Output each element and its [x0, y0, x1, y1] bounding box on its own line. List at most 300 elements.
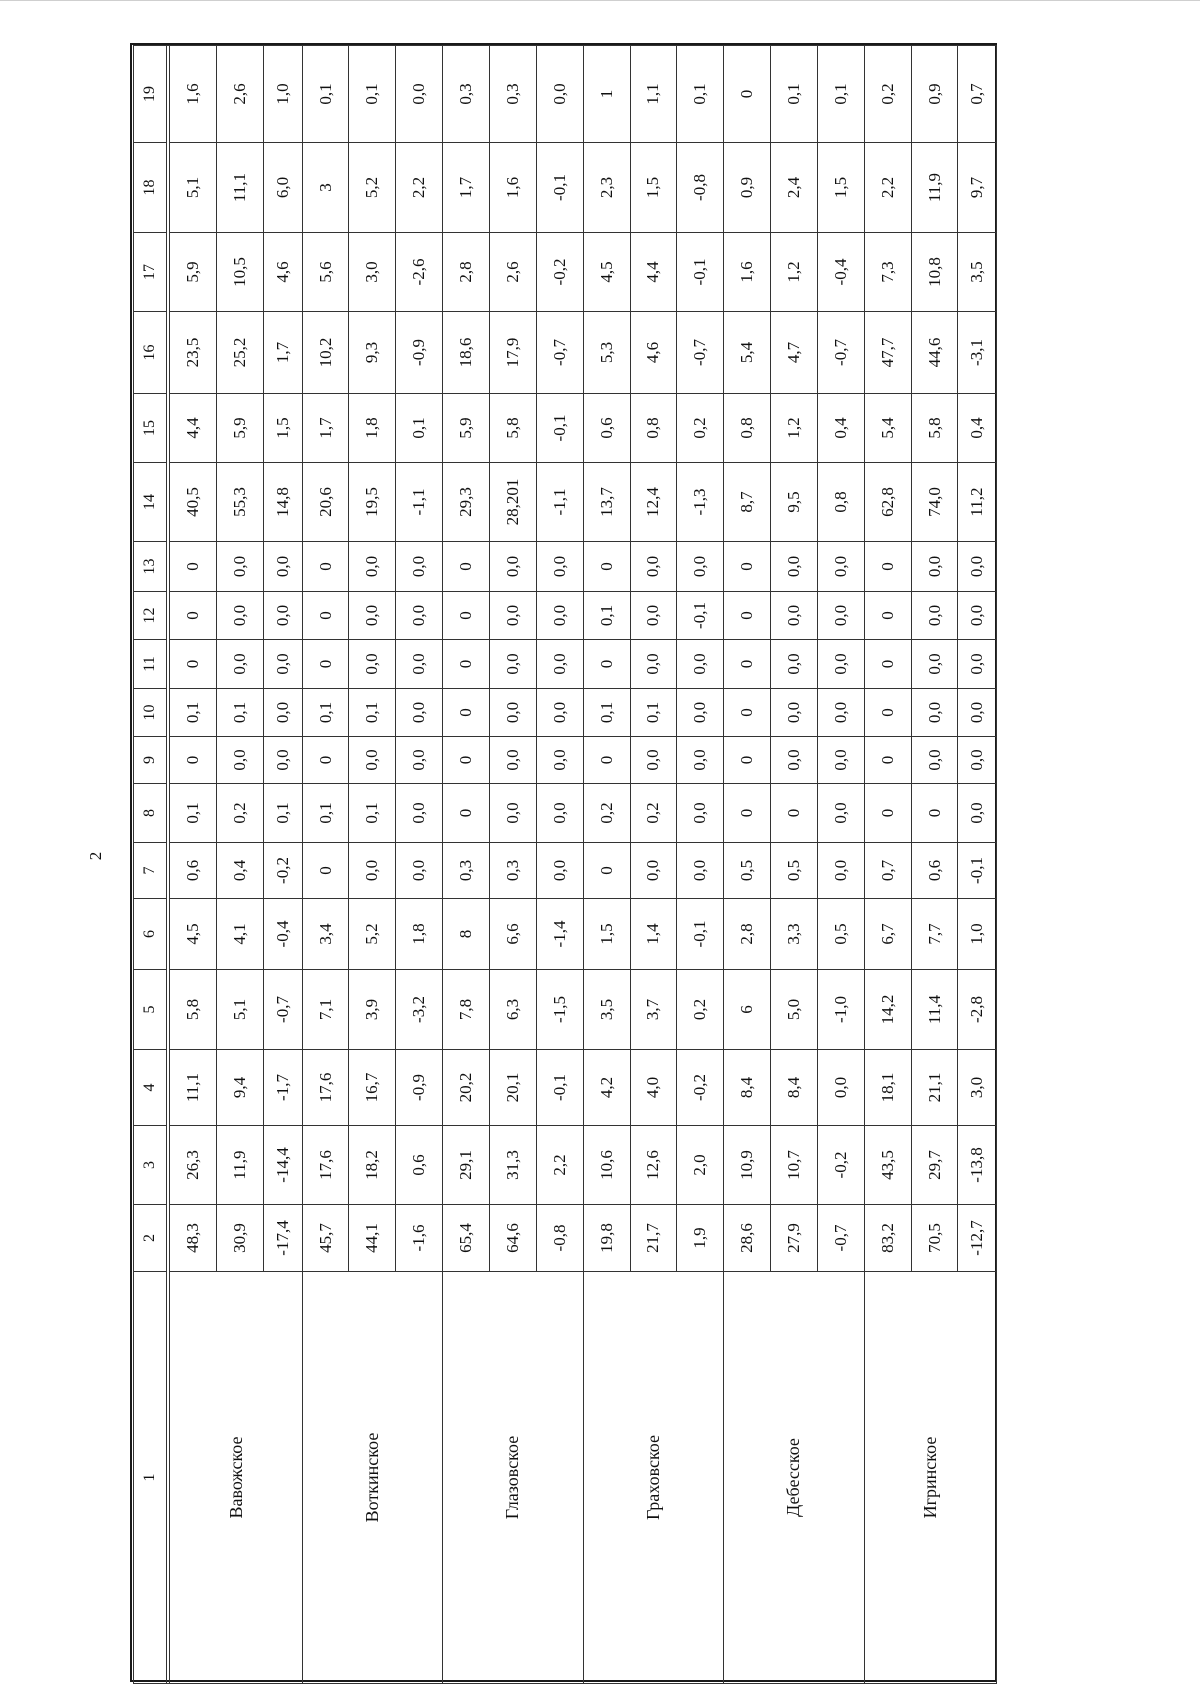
value-cell: 5,0 — [771, 970, 818, 1050]
value-cell: 0,0 — [911, 640, 958, 689]
value-cell: 4,6 — [630, 312, 677, 394]
value-cell: 0,0 — [677, 737, 724, 784]
value-cell: 0,6 — [396, 1126, 443, 1205]
value-cell: 44,1 — [349, 1205, 396, 1272]
value-cell: 18,2 — [349, 1126, 396, 1205]
value-cell: 0,1 — [264, 784, 303, 843]
value-cell: -1,0 — [817, 970, 864, 1050]
value-cell: -1,1 — [396, 463, 443, 542]
value-cell: 29,1 — [443, 1126, 490, 1205]
value-cell: 0,4 — [817, 394, 864, 463]
value-cell: 44,6 — [911, 312, 958, 394]
header-cell: 16 — [134, 312, 167, 394]
value-cell: 0,5 — [724, 843, 771, 899]
value-cell: 0,0 — [264, 640, 303, 689]
value-cell: 0,0 — [817, 640, 864, 689]
region-name-cell: Игринское — [864, 1272, 996, 1684]
value-cell: 0,0 — [630, 640, 677, 689]
value-cell: 0 — [583, 843, 630, 899]
value-cell: 9,4 — [217, 1050, 264, 1126]
value-cell: 0,1 — [170, 689, 217, 737]
value-cell: 11,2 — [958, 463, 997, 542]
value-cell: 1,6 — [724, 233, 771, 312]
value-cell: 4,0 — [630, 1050, 677, 1126]
value-cell: 0,1 — [217, 689, 264, 737]
data-table — [133, 45, 997, 1684]
header-cell: 10 — [134, 689, 167, 737]
value-cell: 3,0 — [349, 233, 396, 312]
value-cell: 8,7 — [724, 463, 771, 542]
value-cell: 4,4 — [630, 233, 677, 312]
value-cell: 40,5 — [170, 463, 217, 542]
value-cell: 1,0 — [958, 899, 997, 970]
value-cell: 12,4 — [630, 463, 677, 542]
value-cell: 0 — [864, 542, 911, 592]
value-cell: 0,0 — [958, 542, 997, 592]
region-name-cell: Граховское — [583, 1272, 724, 1684]
value-cell: 0,0 — [911, 542, 958, 592]
value-cell: 11,1 — [217, 143, 264, 233]
value-cell: 10,2 — [302, 312, 349, 394]
value-cell: 5,2 — [349, 899, 396, 970]
value-cell: 0,0 — [677, 784, 724, 843]
value-cell: -0,8 — [536, 1205, 583, 1272]
value-cell: 28,6 — [724, 1205, 771, 1272]
value-cell: 48,3 — [170, 1205, 217, 1272]
value-cell: 2,6 — [489, 233, 536, 312]
value-cell: -0,1 — [536, 394, 583, 463]
value-cell: 0,0 — [630, 843, 677, 899]
value-cell: 3 — [302, 143, 349, 233]
value-cell: 8,4 — [771, 1050, 818, 1126]
value-cell: 0 — [170, 542, 217, 592]
value-cell: 0 — [864, 689, 911, 737]
value-cell: 0 — [771, 784, 818, 843]
value-cell: 1 — [583, 46, 630, 143]
value-cell: 0,4 — [958, 394, 997, 463]
value-cell: 3,9 — [349, 970, 396, 1050]
table-body — [134, 46, 997, 1684]
value-cell: 0,0 — [817, 592, 864, 640]
value-cell: 20,2 — [443, 1050, 490, 1126]
value-cell: 29,7 — [911, 1126, 958, 1205]
value-cell: 0 — [724, 640, 771, 689]
value-cell: -0,1 — [536, 143, 583, 233]
value-cell: -0,9 — [396, 1050, 443, 1126]
value-cell: 1,2 — [771, 394, 818, 463]
value-cell: 13,7 — [583, 463, 630, 542]
value-cell: 2,8 — [724, 899, 771, 970]
value-cell: 14,8 — [264, 463, 303, 542]
value-cell: 1,4 — [630, 899, 677, 970]
value-cell: 62,8 — [864, 463, 911, 542]
value-cell: 0 — [302, 737, 349, 784]
value-cell: -12,7 — [958, 1205, 997, 1272]
value-cell: 0,2 — [217, 784, 264, 843]
value-cell: 0,0 — [958, 737, 997, 784]
value-cell: 20,6 — [302, 463, 349, 542]
value-cell: 0 — [170, 737, 217, 784]
value-cell: 4,7 — [771, 312, 818, 394]
value-cell: 11,9 — [911, 143, 958, 233]
value-cell: -1,4 — [536, 899, 583, 970]
value-cell: 0,0 — [911, 592, 958, 640]
header-cell: 6 — [134, 899, 167, 970]
value-cell: 0,0 — [264, 737, 303, 784]
header-cell: 14 — [134, 463, 167, 542]
value-cell: 0,0 — [217, 640, 264, 689]
value-cell: 0 — [302, 542, 349, 592]
value-cell: 1,5 — [583, 899, 630, 970]
value-cell: 5,8 — [170, 970, 217, 1050]
value-cell: 10,8 — [911, 233, 958, 312]
value-cell: 1,5 — [817, 143, 864, 233]
value-cell: -0,7 — [817, 1205, 864, 1272]
value-cell: 8,4 — [724, 1050, 771, 1126]
header-cell: 18 — [134, 143, 167, 233]
value-cell: 0,0 — [677, 689, 724, 737]
value-cell: 47,7 — [864, 312, 911, 394]
value-cell: -0,4 — [264, 899, 303, 970]
value-cell: 21,1 — [911, 1050, 958, 1126]
value-cell: -0,1 — [677, 233, 724, 312]
value-cell: 2,4 — [771, 143, 818, 233]
value-cell: 0 — [724, 542, 771, 592]
value-cell: 23,5 — [170, 312, 217, 394]
value-cell: -0,7 — [817, 312, 864, 394]
value-cell: 4,2 — [583, 1050, 630, 1126]
value-cell: 0 — [443, 592, 490, 640]
value-cell: 3,3 — [771, 899, 818, 970]
value-cell: 8 — [443, 899, 490, 970]
value-cell: 1,0 — [264, 46, 303, 143]
value-cell: 0,2 — [583, 784, 630, 843]
value-cell: 0,0 — [817, 843, 864, 899]
value-cell: 0,0 — [489, 689, 536, 737]
value-cell: 18,1 — [864, 1050, 911, 1126]
value-cell: 7,8 — [443, 970, 490, 1050]
value-cell: 5,2 — [349, 143, 396, 233]
value-cell: 0,1 — [302, 46, 349, 143]
value-cell: 0,0 — [911, 737, 958, 784]
value-cell: 0,0 — [536, 46, 583, 143]
value-cell: 0,6 — [170, 843, 217, 899]
value-cell: 0 — [864, 784, 911, 843]
value-cell: 0,2 — [630, 784, 677, 843]
value-cell: 0,0 — [217, 542, 264, 592]
value-cell: -0,7 — [677, 312, 724, 394]
value-cell: 0,0 — [911, 689, 958, 737]
value-cell: 1,7 — [443, 143, 490, 233]
value-cell: 0 — [724, 689, 771, 737]
value-cell: 6,3 — [489, 970, 536, 1050]
value-cell: 0,0 — [396, 843, 443, 899]
value-cell: 0,0 — [536, 640, 583, 689]
value-cell: 12,6 — [630, 1126, 677, 1205]
value-cell: 0,0 — [536, 843, 583, 899]
value-cell: -0,4 — [817, 233, 864, 312]
value-cell: 0,0 — [958, 784, 997, 843]
value-cell: 0,0 — [396, 542, 443, 592]
value-cell: -1,1 — [536, 463, 583, 542]
value-cell: 45,7 — [302, 1205, 349, 1272]
value-cell: 5,8 — [911, 394, 958, 463]
value-cell: 0,0 — [771, 737, 818, 784]
value-cell: 0,0 — [217, 592, 264, 640]
value-cell: 1,8 — [396, 899, 443, 970]
value-cell: 10,5 — [217, 233, 264, 312]
value-cell: 0,0 — [771, 542, 818, 592]
value-cell: 5,1 — [217, 970, 264, 1050]
value-cell: 17,9 — [489, 312, 536, 394]
value-cell: 6 — [724, 970, 771, 1050]
value-cell: 0 — [583, 542, 630, 592]
page-number: 2 — [86, 851, 105, 861]
value-cell: 0,1 — [302, 689, 349, 737]
value-cell: 2,3 — [583, 143, 630, 233]
value-cell: 0 — [724, 784, 771, 843]
header-cell: 2 — [134, 1205, 167, 1272]
value-cell: 0,0 — [817, 1050, 864, 1126]
value-cell: 0,0 — [264, 689, 303, 737]
value-cell: 0 — [864, 640, 911, 689]
value-cell: 0,0 — [817, 737, 864, 784]
value-cell: 2,2 — [536, 1126, 583, 1205]
value-cell: 0,3 — [489, 46, 536, 143]
value-cell: 7,1 — [302, 970, 349, 1050]
value-cell: 0,0 — [489, 737, 536, 784]
value-cell: 0 — [443, 689, 490, 737]
value-cell: 0,0 — [349, 843, 396, 899]
value-cell: 7,3 — [864, 233, 911, 312]
value-cell: -0,1 — [536, 1050, 583, 1126]
header-cell: 15 — [134, 394, 167, 463]
value-cell: 0,0 — [536, 689, 583, 737]
value-cell: -0,7 — [536, 312, 583, 394]
value-cell: 0,1 — [396, 394, 443, 463]
value-cell: 29,3 — [443, 463, 490, 542]
value-cell: 0,0 — [771, 689, 818, 737]
value-cell: 0 — [724, 737, 771, 784]
value-cell: 0,9 — [911, 46, 958, 143]
value-cell: 0,0 — [958, 592, 997, 640]
value-cell: -0,8 — [677, 143, 724, 233]
value-cell: -3,2 — [396, 970, 443, 1050]
value-cell: 0 — [864, 737, 911, 784]
value-cell: 0,0 — [264, 592, 303, 640]
value-cell: -0,1 — [677, 899, 724, 970]
value-cell: 0,0 — [536, 784, 583, 843]
value-cell: 25,2 — [217, 312, 264, 394]
region-name-cell: Дебесское — [724, 1272, 865, 1684]
value-cell: 0,8 — [630, 394, 677, 463]
value-cell: 1,7 — [264, 312, 303, 394]
value-cell: -13,8 — [958, 1126, 997, 1205]
value-cell: 0,1 — [349, 689, 396, 737]
value-cell: 0,0 — [677, 542, 724, 592]
value-cell: 0 — [170, 640, 217, 689]
value-cell: 0,7 — [958, 46, 997, 143]
value-cell: -0,2 — [264, 843, 303, 899]
value-cell: 5,9 — [170, 233, 217, 312]
value-cell: 30,9 — [217, 1205, 264, 1272]
value-cell: 0,0 — [536, 592, 583, 640]
value-cell: 14,2 — [864, 970, 911, 1050]
table-row — [724, 46, 771, 1684]
value-cell: 31,3 — [489, 1126, 536, 1205]
value-cell: 0,0 — [958, 689, 997, 737]
value-cell: 5,6 — [302, 233, 349, 312]
value-cell: -0,1 — [958, 843, 997, 899]
value-cell: 4,5 — [170, 899, 217, 970]
table-row — [170, 46, 217, 1684]
value-cell: -1,3 — [677, 463, 724, 542]
value-cell: 7,7 — [911, 899, 958, 970]
value-cell: 3,0 — [958, 1050, 997, 1126]
value-cell: 0,1 — [817, 46, 864, 143]
value-cell: 20,1 — [489, 1050, 536, 1126]
value-cell: 0,0 — [677, 843, 724, 899]
value-cell: 0,8 — [724, 394, 771, 463]
header-cell: 7 — [134, 843, 167, 899]
value-cell: 10,7 — [771, 1126, 818, 1205]
value-cell: 5,9 — [443, 394, 490, 463]
value-cell: 0,1 — [170, 784, 217, 843]
value-cell: 0 — [302, 592, 349, 640]
value-cell: 4,5 — [583, 233, 630, 312]
value-cell: 65,4 — [443, 1205, 490, 1272]
value-cell: 0 — [864, 592, 911, 640]
header-cell: 5 — [134, 970, 167, 1050]
value-cell: 0,0 — [489, 542, 536, 592]
value-cell: 0,0 — [396, 784, 443, 843]
value-cell: 0,0 — [396, 46, 443, 143]
value-cell: 3,5 — [583, 970, 630, 1050]
region-name-cell: Воткинское — [302, 1272, 443, 1684]
value-cell: -0,2 — [817, 1126, 864, 1205]
value-cell: 0,0 — [396, 592, 443, 640]
header-cell: 3 — [134, 1126, 167, 1205]
value-cell: 0,0 — [396, 689, 443, 737]
value-cell: 0,0 — [489, 784, 536, 843]
value-cell: -17,4 — [264, 1205, 303, 1272]
value-cell: 0 — [724, 46, 771, 143]
value-cell: 2,0 — [677, 1126, 724, 1205]
value-cell: 0,0 — [817, 689, 864, 737]
value-cell: 0 — [724, 592, 771, 640]
value-cell: 0 — [443, 542, 490, 592]
value-cell: 1,7 — [302, 394, 349, 463]
value-cell: 1,8 — [349, 394, 396, 463]
value-cell: -0,9 — [396, 312, 443, 394]
value-cell: 0,0 — [396, 737, 443, 784]
value-cell: 1,2 — [771, 233, 818, 312]
value-cell: 0 — [443, 784, 490, 843]
value-cell: 0,1 — [677, 46, 724, 143]
value-cell: 21,7 — [630, 1205, 677, 1272]
value-cell: 0 — [302, 640, 349, 689]
value-cell: 0,0 — [217, 737, 264, 784]
value-cell: 3,4 — [302, 899, 349, 970]
value-cell: 0 — [302, 843, 349, 899]
value-cell: 0,0 — [349, 640, 396, 689]
value-cell: 6,0 — [264, 143, 303, 233]
value-cell: 0,5 — [817, 899, 864, 970]
value-cell: 27,9 — [771, 1205, 818, 1272]
value-cell: 70,5 — [911, 1205, 958, 1272]
value-cell: 64,6 — [489, 1205, 536, 1272]
value-cell: 4,1 — [217, 899, 264, 970]
value-cell: 0,1 — [349, 784, 396, 843]
value-cell: 0,0 — [771, 640, 818, 689]
value-cell: 1,6 — [170, 46, 217, 143]
value-cell: 0,0 — [817, 784, 864, 843]
value-cell: 83,2 — [864, 1205, 911, 1272]
value-cell: -2,8 — [958, 970, 997, 1050]
value-cell: 10,6 — [583, 1126, 630, 1205]
value-cell: 0,0 — [958, 640, 997, 689]
value-cell: 0 — [583, 737, 630, 784]
value-cell: 0,2 — [677, 970, 724, 1050]
value-cell: 0,1 — [630, 689, 677, 737]
value-cell: 16,7 — [349, 1050, 396, 1126]
table-row — [864, 46, 911, 1684]
value-cell: 0,1 — [583, 689, 630, 737]
value-cell: 18,6 — [443, 312, 490, 394]
value-cell: 0,9 — [724, 143, 771, 233]
value-cell: 0,5 — [771, 843, 818, 899]
value-cell: 0,2 — [677, 394, 724, 463]
value-cell: 0,0 — [489, 640, 536, 689]
value-cell: 0,1 — [349, 46, 396, 143]
value-cell: 9,3 — [349, 312, 396, 394]
value-cell: -0,2 — [677, 1050, 724, 1126]
value-cell: 10,9 — [724, 1126, 771, 1205]
header-cell: 8 — [134, 784, 167, 843]
value-cell: 4,6 — [264, 233, 303, 312]
header-cell: 12 — [134, 592, 167, 640]
value-cell: 5,9 — [217, 394, 264, 463]
value-cell: 6,7 — [864, 899, 911, 970]
value-cell: -3,1 — [958, 312, 997, 394]
header-cell: 19 — [134, 46, 167, 143]
value-cell: -1,5 — [536, 970, 583, 1050]
header-cell: 11 — [134, 640, 167, 689]
value-cell: 11,4 — [911, 970, 958, 1050]
value-cell: 0 — [443, 737, 490, 784]
value-cell: 2,2 — [396, 143, 443, 233]
value-cell: 0,3 — [489, 843, 536, 899]
value-cell: 0,0 — [771, 592, 818, 640]
header-cell: 4 — [134, 1050, 167, 1126]
value-cell: 5,3 — [583, 312, 630, 394]
value-cell: 3,7 — [630, 970, 677, 1050]
value-cell: -1,6 — [396, 1205, 443, 1272]
value-cell: 74,0 — [911, 463, 958, 542]
header-cell: 1 — [134, 1272, 167, 1684]
value-cell: 9,7 — [958, 143, 997, 233]
value-cell: 0,1 — [302, 784, 349, 843]
value-cell: 0,0 — [630, 592, 677, 640]
value-cell: 0,1 — [771, 46, 818, 143]
value-cell: 4,4 — [170, 394, 217, 463]
value-cell: 0 — [443, 640, 490, 689]
value-cell: 0,0 — [630, 542, 677, 592]
value-cell: 0,0 — [489, 592, 536, 640]
value-cell: 0,0 — [536, 542, 583, 592]
value-cell: 0 — [170, 592, 217, 640]
value-cell: 5,4 — [724, 312, 771, 394]
